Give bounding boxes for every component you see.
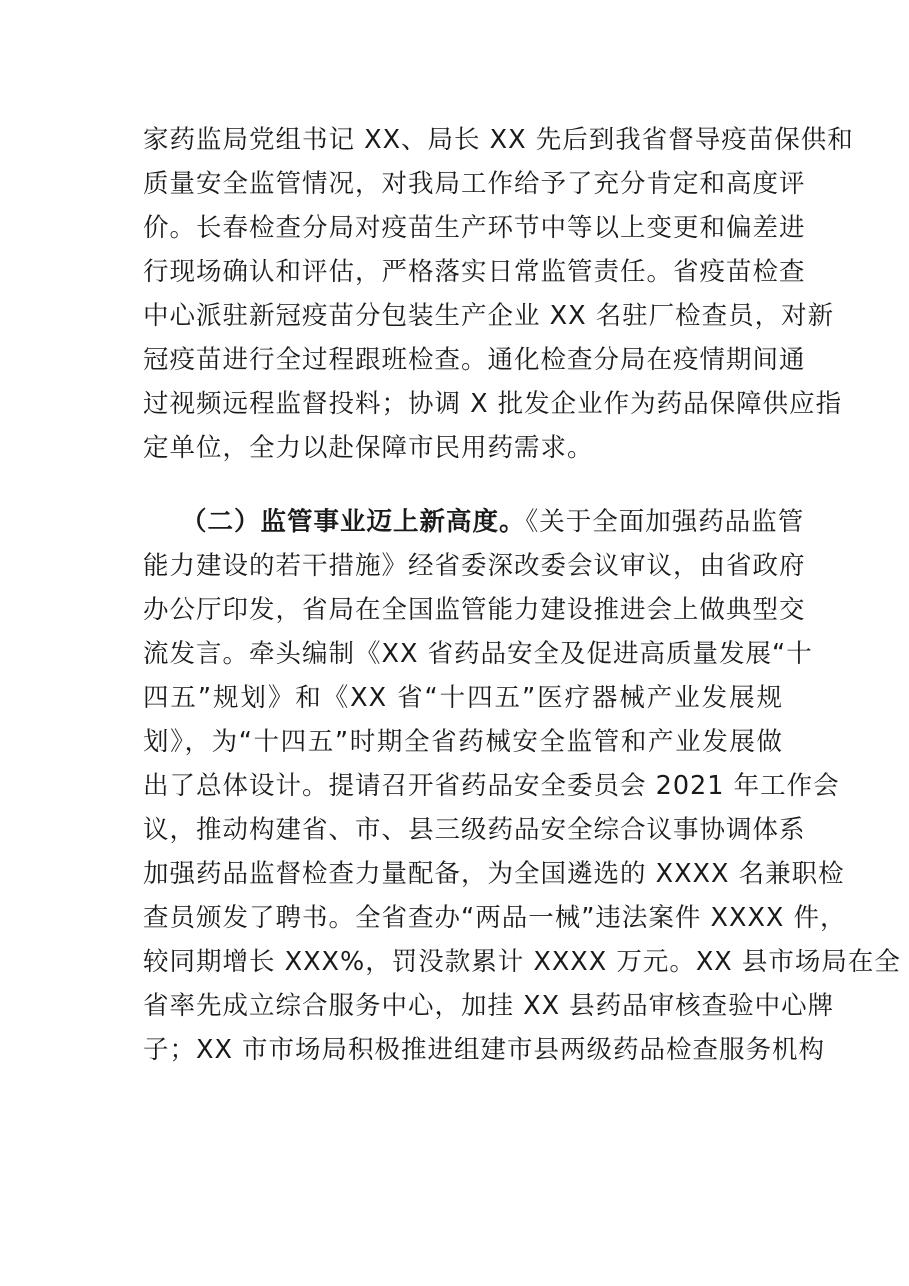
- paragraph-2-line-13: 子；XX 市市场局积极推进组建市县两级药品检查服务机构: [143, 1035, 826, 1065]
- paragraph-1-line-5: 中心派驻新冠疫苗分包装生产企业 XX 名驻厂检查员，对新: [143, 301, 835, 331]
- paragraph-2-line-2: 能力建设的若干措施》经省委深改委会议审议，由省政府: [143, 551, 806, 581]
- paragraph-2-line-4: 流发言。牵头编制《XX 省药品安全及促进高质量发展“十: [143, 639, 813, 669]
- paragraph-2-line-10: 查员颁发了聘书。全省查办“两品一械”违法案件 XXXX 件，: [143, 903, 847, 933]
- paragraph-1-line-4: 行现场确认和评估，严格落实日常监管责任。省疫苗检查: [143, 257, 806, 287]
- paragraph-1-line-7: 过视频远程监督投料；协调 X 批发企业作为药品保障供应指: [143, 389, 843, 419]
- paragraph-2-line-9: 加强药品监督检查力量配备，为全国遴选的 XXXX 名兼职检: [143, 859, 845, 889]
- section-heading: （二）监管事业迈上新高度。: [181, 507, 526, 537]
- paragraph-1-line-8: 定单位，全力以赴保障市民用药需求。: [143, 433, 594, 463]
- paragraph-2-line-12: 省率先成立综合服务中心，加挂 XX 县药品审核查验中心牌: [143, 991, 835, 1021]
- paragraph-2-line-3: 办公厅印发，省局在全国监管能力建设推进会上做典型交: [143, 595, 806, 625]
- paragraph-2-line-6: 划》，为“十四五”时期全省药械安全监管和产业发展做: [143, 727, 783, 757]
- paragraph-2-line-1-rest: 《关于全面加强药品监管: [525, 507, 805, 537]
- paragraph-1-line-6: 冠疫苗进行全过程跟班检查。通化检查分局在疫情期间通: [143, 345, 806, 375]
- paragraph-2-line-7: 出了总体设计。提请召开省药品安全委员会 2021 年工作会: [143, 771, 840, 801]
- paragraph-2-line-8: 议，推动构建省、市、县三级药品安全综合议事协调体系: [143, 815, 806, 845]
- paragraph-1-line-2: 质量安全监管情况，对我局工作给予了充分肯定和高度评: [143, 169, 806, 199]
- paragraph-2-line-11: 较同期增长 XXX%，罚没款累计 XXXX 万元。XX 县市场局在全: [143, 947, 901, 977]
- paragraph-1-line-3: 价。长春检查分局对疫苗生产环节中等以上变更和偏差进: [143, 213, 806, 243]
- paragraph-2-line-1: [181, 507, 805, 537]
- paragraph-2-line-5: 四五”规划》和《XX 省“十四五”医疗器械产业发展规: [143, 683, 783, 713]
- paragraph-1-line-1: 家药监局党组书记 XX、局长 XX 先后到我省督导疫苗保供和: [143, 125, 854, 155]
